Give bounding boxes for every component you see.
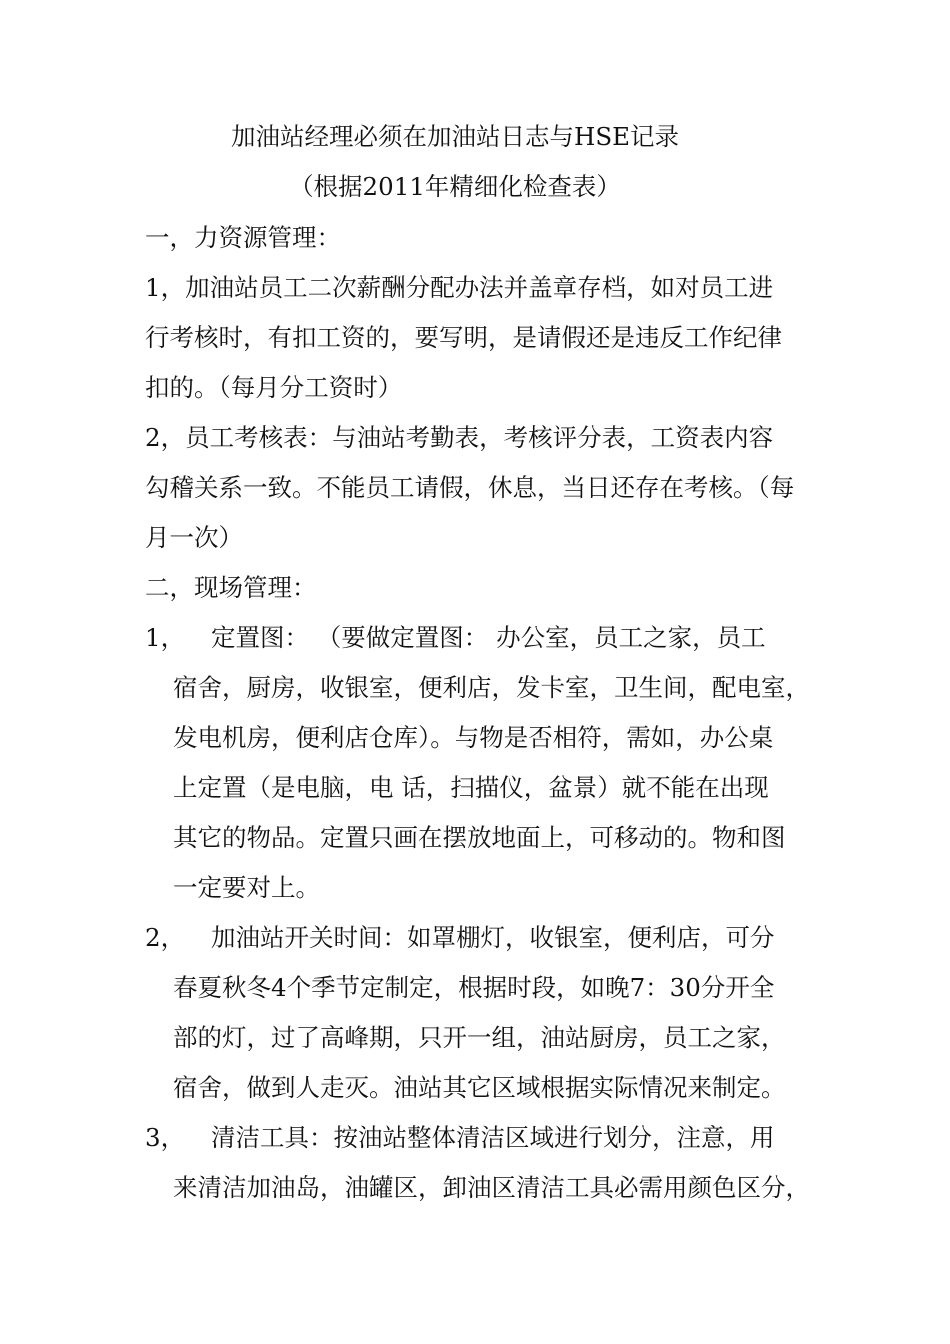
list-item-line: 发电机房，便利店仓库）。与物是否相符，需如，办公桌 — [173, 723, 774, 752]
list-item-line: 来清洁加油岛，油罐区，卸油区清洁工具必需用颜色区分， — [173, 1173, 810, 1202]
paragraph-line: 月一次） — [145, 523, 243, 552]
list-item-line: 其它的物品。定置只画在摆放地面上，可移动的。物和图 — [173, 823, 786, 852]
list-number: 1， — [145, 623, 186, 652]
paragraph-line: 2，员工考核表：与油站考勤表，考核评分表，工资表内容 — [145, 423, 774, 452]
paragraph-line: 行考核时，有扣工资的，要写明，是请假还是违反工作纪律 — [145, 323, 782, 352]
list-item-line: 春夏秋冬4个季节定制定，根据时段，如晚7：30分开全 — [173, 973, 775, 1002]
list-number: 3， — [145, 1123, 186, 1152]
list-item-line: 宿舍，做到人走灭。油站其它区域根据实际情况来制定。 — [173, 1073, 786, 1102]
list-item-line: 定置图： （要做定置图： 办公室，员工之家，员工 — [211, 623, 766, 652]
list-item-line: 部的灯，过了高峰期，只开一组，油站厨房，员工之家， — [173, 1023, 786, 1052]
paragraph-line: 勾稽关系一致。不能员工请假，休息，当日还存在考核。（每 — [145, 473, 795, 502]
paragraph-line: 扣的。（每月分工资时） — [145, 373, 403, 402]
list-item-line: 宿舍，厨房，收银室，便利店，发卡室，卫生间，配电室， — [173, 673, 810, 702]
section-heading-hr: 一，力资源管理： — [145, 223, 341, 252]
list-item-line: 清洁工具：按油站整体清洁区域进行划分，注意，用 — [211, 1123, 775, 1152]
document-subtitle: （根据2011年精细化检查表） — [289, 172, 621, 201]
list-number: 2， — [145, 923, 186, 952]
list-item-line: 一定要对上。 — [173, 873, 320, 902]
list-item-line: 上定置（是电脑，电 话，扫描仪，盆景）就不能在出现 — [173, 773, 769, 802]
section-heading-site: 二，现场管理： — [145, 573, 317, 602]
paragraph-line: 1，加油站员工二次薪酬分配办法并盖章存档，如对员工进 — [145, 273, 774, 302]
list-item-line: 加油站开关时间：如罩棚灯，收银室，便利店，可分 — [211, 923, 775, 952]
document-title: 加油站经理必须在加油站日志与HSE记录 — [230, 122, 680, 151]
